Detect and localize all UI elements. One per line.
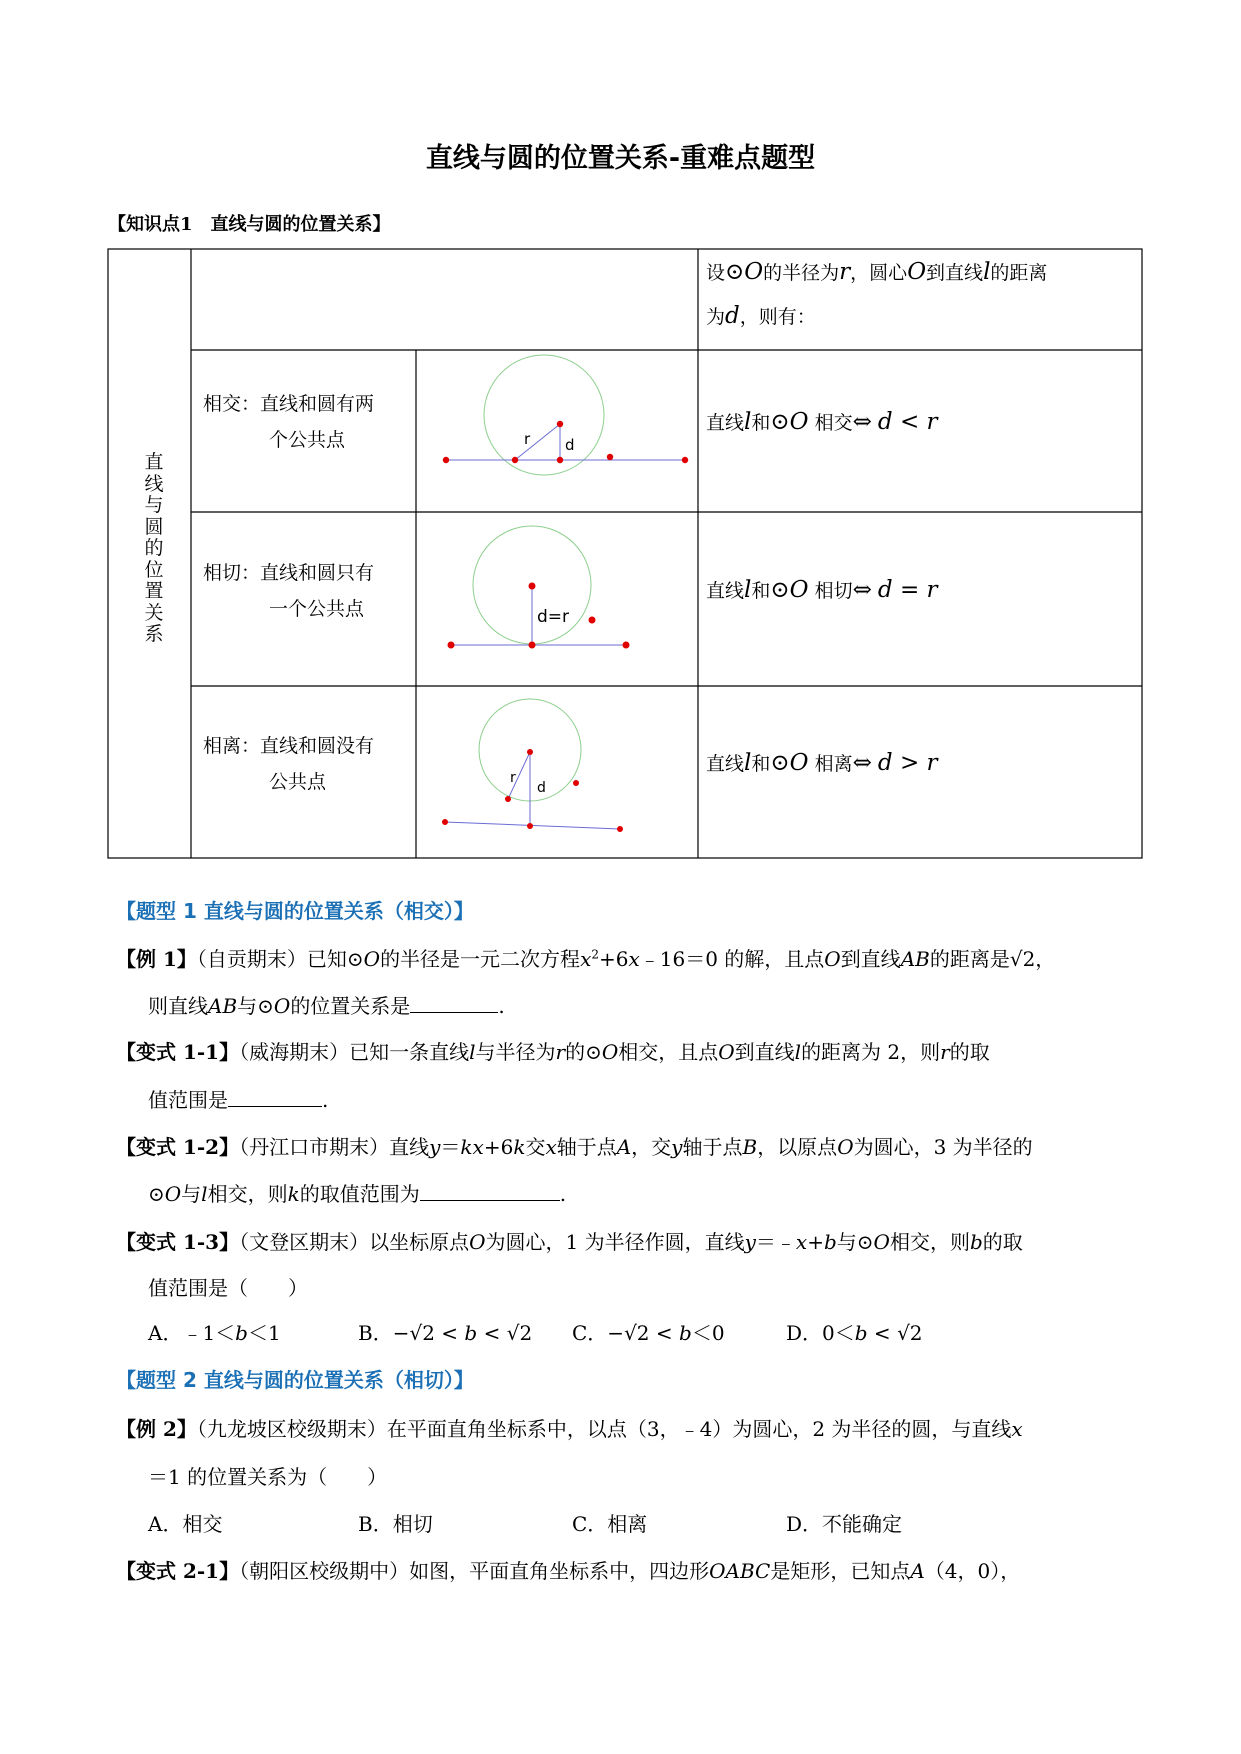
section-type-1-heading: 【题型 1 直线与圆的位置关系（相交）】 xyxy=(116,899,474,923)
answer-blank[interactable] xyxy=(410,994,498,1013)
point xyxy=(529,642,536,649)
figure-separate xyxy=(442,699,623,832)
variant-1-3-option-c[interactable]: C．−√2 < b＜0 xyxy=(572,1321,725,1345)
figure-label-d: d xyxy=(565,436,575,454)
page-title: 直线与圆的位置关系-重难点题型 xyxy=(425,143,816,174)
figure-label-r: r xyxy=(524,430,531,448)
example-2-option-d[interactable]: D．不能确定 xyxy=(786,1512,903,1536)
point xyxy=(443,457,449,463)
example-2-line-1: 【例 2】（九龙坡区校级期末）在平面直角坐标系中，以点（3，﹣4）为圆心，2 为半径的圆，与直线x xyxy=(116,1417,1023,1441)
knowledge-point-heading: 【知识点1 直线与圆的位置关系】 xyxy=(108,214,391,235)
center-point xyxy=(527,749,533,755)
variant-1-3-option-d[interactable]: D．0＜b < √2 xyxy=(786,1321,923,1345)
variant-1-1-line-1: 【变式 1-1】（威海期末）已知一条直线l与半径为r的⊙O相交，且点O到直线l的距离为 2，则r的取 xyxy=(116,1040,990,1064)
row-tangent-relation: 直线l和⊙O 相切⇔ d = r xyxy=(706,577,938,603)
figure-tangent xyxy=(448,526,630,649)
variant-1-1-line-2: 值范围是 . xyxy=(148,1088,329,1112)
circle-shape xyxy=(484,355,604,475)
variant-1-3-option-a[interactable]: A．﹣1＜b＜1 xyxy=(148,1321,281,1345)
row-intersect-desc: 相交：直线和圆有两 个公共点 xyxy=(203,393,375,451)
point xyxy=(607,454,613,460)
row-separate-relation: 直线l和⊙O 相离⇔ d > r xyxy=(706,750,938,776)
answer-blank[interactable] xyxy=(228,1088,322,1107)
variant-1-2-line-2: ⊙O与l相交，则k的取值范围为 . xyxy=(148,1182,567,1206)
figure-label-r: r xyxy=(510,770,516,786)
example-2-option-a[interactable]: A．相交 xyxy=(148,1512,223,1536)
point xyxy=(527,823,533,829)
figure-intersect xyxy=(443,355,688,475)
row-intersect-relation: 直线l和⊙O 相交⇔ d < r xyxy=(706,409,938,435)
variant-2-1-line-1: 【变式 2-1】（朝阳区校级期中）如图，平面直角坐标系中，四边形OABC是矩形，已知点A（4，0）， xyxy=(116,1559,1021,1583)
point xyxy=(623,642,630,649)
center-point xyxy=(529,583,536,590)
table-header-note-line2: 为d，则有： xyxy=(706,303,816,329)
variant-1-3-option-b[interactable]: B．−√2 < b < √2 xyxy=(358,1321,533,1345)
point xyxy=(682,457,688,463)
point xyxy=(448,642,455,649)
point xyxy=(557,457,563,463)
point xyxy=(505,796,511,802)
figure-label-d-equals-r: d=r xyxy=(537,607,570,627)
radius-segment xyxy=(515,424,560,460)
variant-1-2-line-1: 【变式 1-2】（丹江口市期末）直线y＝kx+6k交x轴于点A，交y轴于点B，以原点O为圆心，3 为半径的 xyxy=(116,1135,1033,1159)
point xyxy=(617,826,623,832)
center-point xyxy=(557,421,563,427)
example-1-line-1: 【例 1】（自贡期末）已知⊙O的半径是一元二次方程$x^2+6x﹣16=0$ 的解，且点O到直线AB的距离是√2， xyxy=(116,947,1056,971)
example-2-line-2: ＝1 的位置关系为（ ） xyxy=(148,1465,388,1489)
figure-label-d: d xyxy=(537,780,546,796)
variant-1-3-line-2: 值范围是（ ） xyxy=(148,1276,308,1300)
table-side-label: 直线与圆的位置关系 xyxy=(144,451,164,645)
row-tangent-desc: 相切：直线和圆只有 一个公共点 xyxy=(203,562,375,620)
example-1-line-2: 则直线AB与⊙O的位置关系是 . xyxy=(148,994,505,1018)
example-2-option-b[interactable]: B．相切 xyxy=(358,1512,433,1536)
point xyxy=(512,457,518,463)
point xyxy=(573,780,579,786)
section-type-2-heading: 【题型 2 直线与圆的位置关系（相切）】 xyxy=(116,1368,474,1392)
variant-1-3-line-1: 【变式 1-3】（文登区期末）以坐标原点O为圆心，1 为半径作圆，直线y＝﹣x+b与⊙O相交，则b的取 xyxy=(116,1230,1023,1254)
answer-blank[interactable] xyxy=(420,1182,560,1201)
point xyxy=(442,819,448,825)
row-separate-desc: 相离：直线和圆没有 公共点 xyxy=(203,735,375,793)
table-header-note: 设⊙O的半径为r，圆心O到直线l的距离 xyxy=(706,259,1048,285)
example-2-option-c[interactable]: C．相离 xyxy=(572,1512,648,1536)
point xyxy=(589,617,596,624)
